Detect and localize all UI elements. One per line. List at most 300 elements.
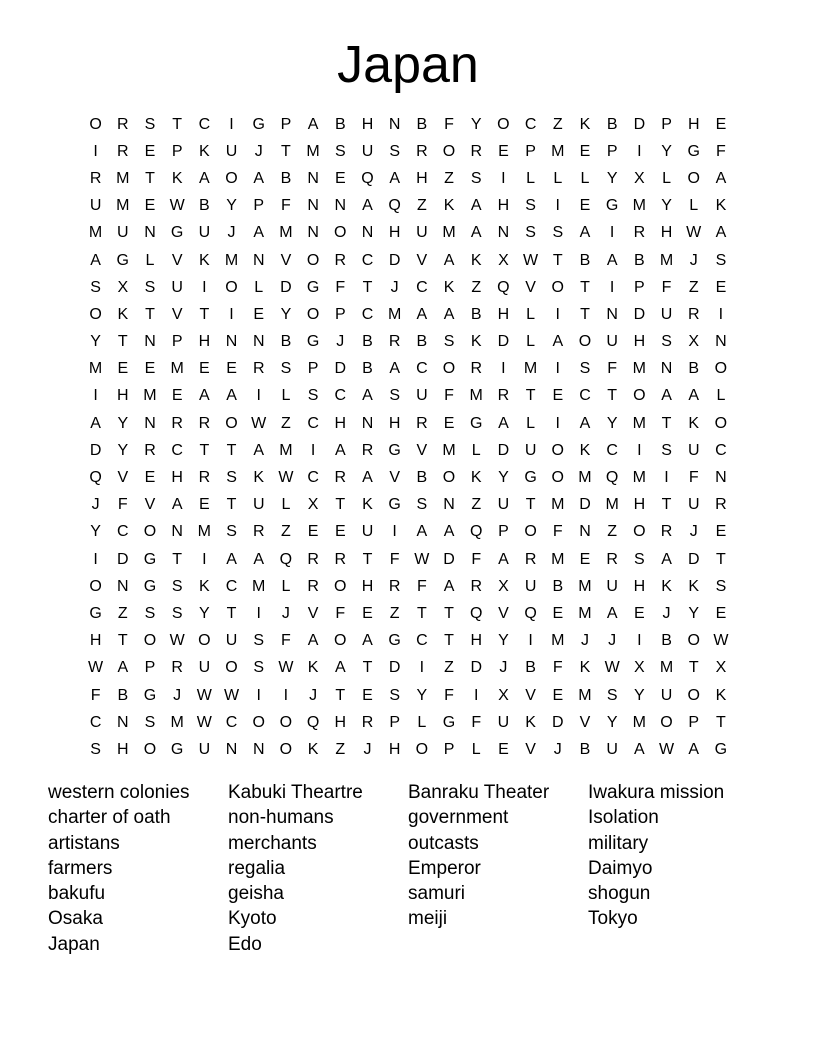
grid-letter: A bbox=[389, 360, 400, 378]
grid-letter: M bbox=[551, 496, 565, 514]
grid-letter: A bbox=[90, 414, 101, 432]
grid-letter: K bbox=[579, 115, 591, 133]
grid-letter: Q bbox=[306, 713, 320, 731]
grid-letter: J bbox=[336, 333, 345, 351]
word-bank-item: Daimyo bbox=[588, 857, 653, 879]
grid-letter: A bbox=[443, 305, 455, 323]
word-bank-item: non-humans bbox=[228, 807, 334, 829]
grid-letter: C bbox=[715, 441, 727, 459]
grid-letter: A bbox=[199, 169, 210, 187]
grid-letter: Z bbox=[335, 740, 346, 758]
grid-letter: E bbox=[634, 604, 645, 622]
grid-letter: O bbox=[551, 441, 564, 459]
grid-letter: T bbox=[362, 659, 373, 677]
word-bank-item: Tokyo bbox=[588, 908, 638, 930]
grid-letter: F bbox=[552, 523, 563, 541]
grid-letter: P bbox=[606, 142, 618, 160]
grid-letter: G bbox=[89, 604, 102, 622]
grid-letter: T bbox=[199, 441, 210, 459]
grid-letter: S bbox=[579, 360, 591, 378]
grid-letter: S bbox=[253, 632, 265, 650]
word-bank-item: western colonies bbox=[48, 782, 190, 803]
grid-letter: V bbox=[579, 713, 591, 731]
grid-letter: A bbox=[362, 387, 373, 405]
grid-letter: J bbox=[281, 604, 290, 622]
grid-letter: U bbox=[687, 496, 700, 514]
grid-letter: P bbox=[634, 278, 645, 296]
grid-letter: Y bbox=[606, 713, 618, 731]
grid-letter: N bbox=[252, 251, 265, 269]
grid-letter: H bbox=[687, 115, 700, 133]
grid-letter: E bbox=[552, 686, 564, 704]
grid-letter: G bbox=[388, 441, 401, 459]
grid-letter: U bbox=[606, 740, 618, 758]
grid-letter: V bbox=[171, 305, 183, 323]
grid-letter: X bbox=[498, 251, 509, 269]
grid-letter: A bbox=[661, 387, 672, 405]
grid-letter: A bbox=[715, 224, 727, 242]
grid-letter: D bbox=[579, 496, 591, 514]
grid-letter: K bbox=[199, 577, 210, 595]
grid-letter: M bbox=[442, 441, 456, 459]
grid-letter: A bbox=[606, 251, 618, 269]
grid-letter: U bbox=[198, 224, 211, 242]
grid-letter: J bbox=[363, 740, 372, 758]
grid-letter: K bbox=[171, 169, 183, 187]
grid-letter: A bbox=[661, 550, 672, 568]
grid-letter: M bbox=[279, 224, 293, 242]
grid-letter: H bbox=[117, 740, 129, 758]
grid-letter: N bbox=[307, 197, 319, 215]
grid-letter: U bbox=[660, 686, 673, 704]
grid-letter: U bbox=[361, 523, 374, 541]
grid-letter: L bbox=[281, 496, 291, 514]
grid-letter: L bbox=[471, 740, 481, 758]
grid-letter: A bbox=[334, 659, 346, 677]
grid-letter: I bbox=[637, 142, 642, 160]
grid-letter: I bbox=[256, 604, 261, 622]
grid-letter: A bbox=[443, 523, 455, 541]
grid-letter: S bbox=[715, 577, 727, 595]
grid-letter: M bbox=[170, 360, 184, 378]
grid-row bbox=[82, 193, 735, 220]
grid-letter: S bbox=[715, 251, 727, 269]
grid-letter: X bbox=[117, 278, 129, 296]
grid-letter: A bbox=[606, 604, 618, 622]
grid-letter: U bbox=[89, 197, 102, 215]
grid-letter: U bbox=[497, 496, 510, 514]
grid-letter: N bbox=[307, 169, 319, 187]
grid-letter: E bbox=[552, 387, 564, 405]
grid-letter: E bbox=[715, 604, 727, 622]
word-bank-column bbox=[48, 780, 228, 957]
grid-letter: D bbox=[552, 713, 564, 731]
grid-letter: V bbox=[498, 604, 509, 622]
grid-letter: K bbox=[579, 659, 591, 677]
grid-letter: M bbox=[442, 224, 456, 242]
grid-letter: D bbox=[388, 659, 401, 677]
grid-letter: O bbox=[334, 632, 347, 650]
grid-row bbox=[82, 274, 735, 301]
grid-letter: K bbox=[470, 333, 482, 351]
grid-letter: S bbox=[90, 278, 101, 296]
grid-letter: K bbox=[117, 305, 129, 323]
grid-letter: I bbox=[555, 197, 560, 215]
grid-letter: U bbox=[171, 278, 183, 296]
grid-letter: R bbox=[497, 387, 510, 405]
grid-letter: B bbox=[416, 469, 428, 487]
grid-letter: H bbox=[497, 197, 510, 215]
grid-letter: G bbox=[388, 496, 401, 514]
grid-letter: V bbox=[171, 251, 183, 269]
grid-letter: S bbox=[443, 333, 455, 351]
grid-letter: J bbox=[390, 278, 399, 296]
grid-letter: J bbox=[689, 523, 698, 541]
grid-letter: L bbox=[580, 169, 590, 187]
grid-letter: P bbox=[443, 740, 455, 758]
grid-letter: J bbox=[608, 632, 617, 650]
grid-letter: M bbox=[605, 496, 619, 514]
grid-letter: S bbox=[389, 387, 400, 405]
grid-letter: R bbox=[198, 469, 211, 487]
grid-letter: A bbox=[307, 115, 319, 133]
grid-letter: I bbox=[283, 686, 289, 704]
grid-letter: S bbox=[307, 387, 319, 405]
grid-letter: C bbox=[334, 387, 347, 405]
word-bank-item: Edo bbox=[228, 933, 262, 955]
grid-letter: U bbox=[416, 224, 428, 242]
grid-letter: G bbox=[116, 251, 129, 269]
grid-letter: F bbox=[716, 142, 726, 160]
grid-letter: R bbox=[416, 142, 428, 160]
grid-letter: U bbox=[361, 142, 374, 160]
grid-letter: G bbox=[524, 469, 537, 487]
grid-letter: Q bbox=[361, 169, 374, 187]
grid-letter: M bbox=[306, 142, 320, 160]
grid-letter: N bbox=[334, 197, 347, 215]
grid-letter: I bbox=[93, 387, 98, 405]
grid-letter: X bbox=[634, 169, 645, 187]
grid-letter: U bbox=[198, 740, 211, 758]
grid-letter: N bbox=[715, 333, 727, 351]
grid-letter: R bbox=[117, 142, 129, 160]
grid-letter: K bbox=[199, 142, 210, 160]
grid-letter: C bbox=[307, 469, 319, 487]
grid-letter: I bbox=[528, 632, 533, 650]
grid-letter: Q bbox=[524, 604, 537, 622]
grid-letter: T bbox=[145, 169, 155, 187]
grid-letter: I bbox=[392, 523, 397, 541]
grid-letter: B bbox=[416, 333, 428, 351]
word-bank-item: Isolation bbox=[588, 807, 659, 829]
grid-letter: P bbox=[144, 659, 156, 677]
grid-letter: L bbox=[254, 278, 264, 296]
grid-letter: R bbox=[117, 115, 129, 133]
grid-letter: N bbox=[117, 577, 129, 595]
grid-letter: K bbox=[715, 197, 727, 215]
grid-letter: R bbox=[388, 577, 401, 595]
grid-letter: A bbox=[688, 740, 700, 758]
grid-letter: T bbox=[661, 496, 672, 514]
grid-letter: R bbox=[660, 523, 673, 541]
grid-letter: E bbox=[715, 523, 727, 541]
grid-letter: N bbox=[144, 224, 156, 242]
grid-letter: A bbox=[416, 305, 428, 323]
grid-letter: T bbox=[117, 632, 128, 650]
grid-letter: M bbox=[387, 305, 402, 323]
grid-letter: S bbox=[606, 686, 618, 704]
grid-letter: X bbox=[307, 496, 319, 514]
grid-letter: A bbox=[362, 469, 373, 487]
grid-letter: M bbox=[551, 550, 565, 568]
grid-letter: E bbox=[307, 523, 319, 541]
grid-letter: T bbox=[444, 604, 454, 622]
grid-letter: I bbox=[664, 469, 669, 487]
grid-letter: C bbox=[171, 441, 183, 459]
grid-letter: D bbox=[280, 278, 292, 296]
word-bank-item: Japan bbox=[48, 933, 100, 955]
grid-letter: A bbox=[552, 333, 564, 351]
grid-letter: R bbox=[334, 251, 347, 269]
grid-letter: H bbox=[361, 577, 374, 595]
grid-letter: O bbox=[225, 169, 238, 187]
grid-letter: Y bbox=[606, 414, 618, 432]
grid-letter: R bbox=[89, 169, 102, 187]
grid-letter: B bbox=[416, 115, 428, 133]
grid-letter: S bbox=[171, 577, 183, 595]
grid-letter: V bbox=[389, 469, 400, 487]
grid-letter: S bbox=[226, 469, 237, 487]
grid-letter: J bbox=[254, 142, 263, 160]
grid-letter: N bbox=[361, 414, 374, 432]
grid-letter: X bbox=[634, 659, 645, 677]
grid-letter: M bbox=[252, 577, 266, 595]
grid-letter: Y bbox=[470, 115, 482, 133]
grid-letter: F bbox=[607, 360, 618, 378]
grid-letter: B bbox=[199, 197, 210, 215]
word-bank-item: bakufu bbox=[48, 883, 106, 905]
grid-letter: M bbox=[551, 142, 565, 160]
grid-letter: T bbox=[362, 550, 373, 568]
grid-letter: F bbox=[661, 278, 672, 296]
grid-letter: E bbox=[144, 360, 156, 378]
grid-letter: P bbox=[307, 360, 319, 378]
grid-letter: F bbox=[444, 387, 454, 405]
grid-letter: V bbox=[117, 469, 129, 487]
grid-letter: M bbox=[279, 441, 293, 459]
word-bank-item: artistans bbox=[48, 832, 120, 854]
grid-letter: N bbox=[388, 115, 401, 133]
grid-letter: O bbox=[633, 387, 646, 405]
grid-letter: I bbox=[718, 305, 724, 323]
grid-letter: I bbox=[310, 441, 316, 459]
grid-letter: I bbox=[93, 142, 98, 160]
grid-letter: P bbox=[688, 713, 700, 731]
grid-letter: L bbox=[145, 251, 155, 269]
grid-letter: A bbox=[443, 577, 455, 595]
grid-letter: S bbox=[144, 713, 156, 731]
grid-letter: O bbox=[89, 577, 102, 595]
grid-letter: K bbox=[470, 469, 482, 487]
grid-letter: Y bbox=[498, 469, 509, 487]
grid-letter: V bbox=[307, 604, 319, 622]
grid-letter: N bbox=[606, 305, 618, 323]
grid-letter: W bbox=[658, 740, 675, 758]
grid-letter: R bbox=[687, 305, 700, 323]
grid-letter: P bbox=[280, 115, 292, 133]
grid-letter: W bbox=[196, 686, 212, 704]
grid-letter: I bbox=[555, 360, 560, 378]
grid-row bbox=[82, 138, 735, 165]
grid-letter: N bbox=[579, 523, 591, 541]
grid-letter: P bbox=[661, 115, 672, 133]
grid-letter: U bbox=[225, 142, 238, 160]
grid-letter: O bbox=[279, 713, 293, 731]
grid-letter: V bbox=[416, 251, 428, 269]
grid-letter: U bbox=[606, 333, 618, 351]
grid-letter: C bbox=[198, 115, 211, 133]
grid-letter: E bbox=[715, 278, 727, 296]
grid-letter: S bbox=[144, 115, 156, 133]
grid-letter: B bbox=[579, 251, 591, 269]
word-bank-item: Emperor bbox=[408, 857, 481, 879]
grid-letter: C bbox=[416, 278, 428, 296]
grid-letter: Y bbox=[661, 142, 672, 160]
grid-letter: U bbox=[524, 441, 537, 459]
grid-letter: O bbox=[660, 713, 673, 731]
grid-row bbox=[82, 736, 735, 763]
grid-letter: F bbox=[90, 686, 101, 704]
word-bank-column bbox=[408, 780, 588, 957]
grid-letter: Q bbox=[469, 523, 483, 541]
word-bank-item: Banraku Theater bbox=[408, 782, 550, 803]
grid-letter: D bbox=[334, 360, 347, 378]
grid-letter: O bbox=[551, 278, 564, 296]
grid-letter: J bbox=[227, 224, 236, 242]
grid-letter: T bbox=[580, 305, 590, 323]
grid-letter: N bbox=[225, 333, 238, 351]
grid-letter: V bbox=[280, 251, 292, 269]
grid-letter: E bbox=[443, 414, 455, 432]
grid-letter: S bbox=[525, 224, 536, 242]
grid-letter: I bbox=[609, 224, 615, 242]
grid-letter: C bbox=[89, 713, 102, 731]
grid-letter: T bbox=[716, 550, 726, 568]
grid-letter: D bbox=[117, 550, 129, 568]
grid-row bbox=[82, 682, 735, 709]
grid-letter: W bbox=[251, 414, 267, 432]
grid-letter: A bbox=[498, 414, 509, 432]
grid-letter: W bbox=[169, 197, 185, 215]
grid-letter: Q bbox=[605, 469, 619, 487]
grid-letter: H bbox=[117, 387, 129, 405]
grid-letter: J bbox=[553, 740, 562, 758]
grid-letter: M bbox=[659, 251, 674, 269]
grid-letter: E bbox=[199, 360, 210, 378]
grid-letter: A bbox=[389, 169, 400, 187]
grid-letter: O bbox=[89, 305, 102, 323]
grid-letter: O bbox=[687, 169, 700, 187]
grid-letter: I bbox=[501, 169, 506, 187]
grid-row bbox=[82, 301, 735, 328]
grid-letter: H bbox=[361, 115, 374, 133]
grid-letter: J bbox=[689, 251, 698, 269]
grid-letter: M bbox=[170, 713, 184, 731]
grid-letter: Y bbox=[688, 604, 700, 622]
grid-letter: I bbox=[555, 414, 560, 432]
grid-letter: A bbox=[579, 224, 591, 242]
grid-letter: B bbox=[661, 632, 672, 650]
grid-letter: A bbox=[199, 387, 210, 405]
grid-letter: L bbox=[526, 169, 536, 187]
grid-letter: M bbox=[578, 577, 592, 595]
grid-letter: R bbox=[252, 360, 265, 378]
word-bank-item: geisha bbox=[228, 883, 284, 905]
grid-letter: C bbox=[307, 414, 319, 432]
word-bank-column bbox=[228, 780, 408, 957]
grid-letter: H bbox=[89, 632, 102, 650]
grid-letter: J bbox=[662, 604, 671, 622]
grid-letter: D bbox=[470, 659, 482, 677]
grid-letter: R bbox=[171, 659, 183, 677]
grid-letter: N bbox=[117, 713, 129, 731]
grid-letter: A bbox=[253, 441, 265, 459]
grid-letter: B bbox=[634, 251, 645, 269]
grid-letter: M bbox=[88, 360, 103, 378]
grid-letter: M bbox=[578, 469, 592, 487]
grid-letter: O bbox=[143, 632, 157, 650]
grid-letter: B bbox=[579, 740, 591, 758]
grid-letter: H bbox=[497, 305, 510, 323]
grid-letter: C bbox=[361, 305, 374, 323]
word-bank bbox=[48, 780, 768, 957]
grid-letter: F bbox=[552, 659, 563, 677]
grid-letter: O bbox=[89, 115, 102, 133]
grid-letter: L bbox=[716, 387, 726, 405]
grid-letter: C bbox=[225, 577, 238, 595]
grid-letter: R bbox=[334, 469, 347, 487]
grid-letter: A bbox=[226, 387, 237, 405]
grid-letter: F bbox=[444, 686, 454, 704]
grid-letter: S bbox=[661, 333, 672, 351]
grid-letter: R bbox=[361, 441, 374, 459]
grid-letter: N bbox=[144, 333, 156, 351]
grid-letter: D bbox=[443, 550, 455, 568]
grid-letter: A bbox=[253, 169, 265, 187]
grid-letter: R bbox=[198, 414, 211, 432]
grid-row bbox=[82, 546, 735, 573]
grid-letter: P bbox=[171, 142, 183, 160]
grid-letter: Z bbox=[444, 659, 454, 677]
grid-letter: R bbox=[307, 550, 319, 568]
grid-letter: L bbox=[281, 387, 291, 405]
grid-letter: S bbox=[280, 360, 292, 378]
grid-row bbox=[82, 492, 735, 519]
grid-letter: U bbox=[416, 387, 428, 405]
grid-letter: Z bbox=[281, 414, 291, 432]
grid-letter: R bbox=[715, 496, 727, 514]
grid-letter: Y bbox=[280, 305, 292, 323]
page-title: Japan bbox=[337, 36, 479, 94]
grid-letter: Y bbox=[661, 197, 672, 215]
grid-letter: Z bbox=[117, 604, 128, 622]
word-bank-item: merchants bbox=[228, 832, 317, 854]
grid-letter: I bbox=[473, 686, 479, 704]
grid-letter: E bbox=[144, 469, 156, 487]
grid-letter: Y bbox=[606, 169, 618, 187]
grid-row bbox=[82, 356, 735, 383]
grid-letter: A bbox=[90, 251, 101, 269]
